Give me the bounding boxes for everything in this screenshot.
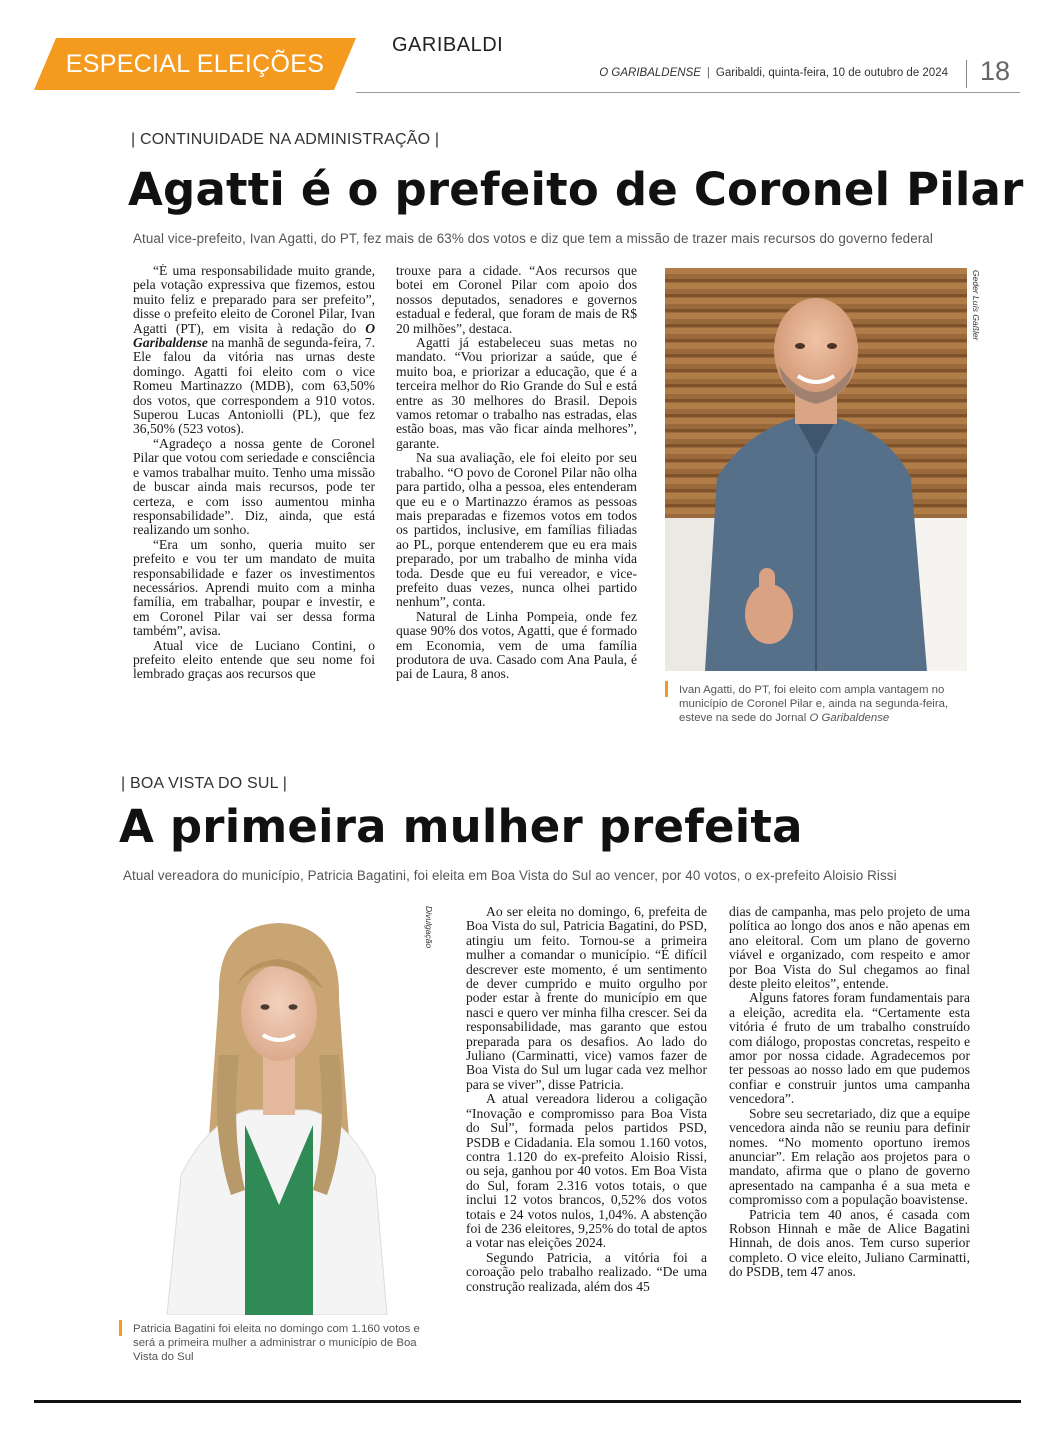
article1-col2-p3: Na sua avaliação, ele foi eleito por seu trabalho. “O povo de Coronel Pilar não olha para partido, olha a pessoa, eles entenderam que eu e o Martinazzo éramos as pessoas mais preparadas e fizemos votos em todos os partidos, inclusive, em famílias filiadas ao PL, porque entenderem que eu era mais preparado, por um trabalho de minha vida toda. Desde que eu fui vereador, e vice-prefeito duas vezes, nunca olhei partido nenhum”, conta.: [396, 450, 637, 610]
newspaper-name-inline: O Garibaldense: [133, 320, 375, 351]
article1-photo-credit: Geder Luís Gaßler: [971, 270, 981, 341]
article2-deck: Atual vereadora do município, Patricia Bagatini, foi eleita em Boa Vista do Sul ao vencer, por 40 votos, o ex-prefeito Aloisio Rissi: [123, 868, 897, 883]
newspaper-name: O GARIBALDENSE: [599, 67, 701, 79]
section-label: ESPECIAL ELEIÇÕES: [65, 49, 325, 78]
article2-col2-p3: Sobre seu secretariado, diz que a equipe vencedora ainda não se reuniu para definir nomes. “No momento oportuno iremos anunciar”. Em relação aos projetos para o mandato, afirma que o plano de governo apresentado na campanha é a sua meta e compromisso com a população boavistense.: [729, 1105, 970, 1208]
article1-col1-p1a: “É uma responsabilidade muito grande, pela votação expressiva que fizemos, estou muito feliz e preparado para ser prefeito”, disse o prefeito eleito de Coronel Pilar, Ivan Agatti (PT), em visita à redação do: [133, 264, 375, 336]
article1-column-1: [133, 264, 375, 750]
article2-caption-marker: [119, 1320, 122, 1336]
article1-col2-p1: trouxe para a cidade. “Aos recursos que botei em Coronel Pilar com apoio dos nossos deputados, senadores e governos estadual e federal, que foram de mais de R$ 20 milhões”, destaca.: [396, 264, 637, 336]
article2-column-1: [466, 905, 707, 1375]
article2-col1-p3: Segundo Patricia, a vitória foi a coroação pelo trabalho realizado. “De uma construção realizada, além dos 45: [466, 1249, 707, 1294]
article1-caption: [679, 683, 964, 725]
page-number: 18: [980, 56, 1011, 86]
article1-caption-text: Ivan Agatti, do PT, foi eleito com ampla vantagem no município de Coronel Pilar e, ainda na segunda-feira, esteve na sede do Jornal: [679, 684, 949, 724]
article2-headline: A primeira mulher prefeita: [119, 800, 803, 853]
article2-col2-p2: Alguns fatores foram fundamentais para a eleição, acredita ela. “Certamente esta vitória é fruto de um trabalho construído com diálogo, propostas concretas, respeito e amor por nossa cidade. Agradecemos por ter pessoas ao nosso lado em que pudemos confiar e construir juntos uma campanha vencedora”.: [729, 990, 970, 1107]
article1-col1-p2: “Agradeço a nossa gente de Coronel Pilar que votou com seriedade e consciência e vamos trabalhar muito. Tenho uma missão de buscar ainda mais recursos, pode ter certeza, e com isso aumentou minha responsabilidade”. Diz, ainda, que está realizando um sonho.: [133, 435, 375, 538]
article1-column-2: [396, 264, 637, 750]
dateline: Garibaldi, quinta-feira, 10 de outubro de 2024: [715, 67, 948, 79]
article1-headline: Agatti é o prefeito de Coronel Pilar: [128, 163, 1024, 216]
article1-kicker: | CONTINUIDADE NA ADMINISTRAÇÃO |: [131, 131, 440, 148]
page-bottom-rule: [34, 1400, 1021, 1403]
article1-caption-marker: [665, 681, 668, 697]
article2-col1-p2: A atual vereadora liderou a coligação “Inovação e compromisso para Boa Vista do Sul”, formada pelos partidos PSD, PSDB e Cidadania. Ela somou 1.160 votos, contra 1.120 do ex-prefeito Aloisio Rissi, ou seja, ganhou por 40 votos. Em Boa Vista do Sul, foram 2.316 votos totais, o que inclui 12 votos brancos, 0,52% dos votos totais e 24 votos nulos, 1,04%. A abstenção foi de 236 eleitores, 9,25% do total de aptos a votar nas eleições 2024.: [466, 1091, 707, 1251]
article2-column-2: [729, 905, 970, 1375]
ivan-agatti-photo-illustration: [665, 268, 967, 671]
article1-deck: Atual vice-prefeito, Ivan Agatti, do PT, fez mais de 63% dos votos e diz que tem a missão de trazer mais recursos do governo federal: [133, 231, 933, 246]
article2-caption: Patricia Bagatini foi eleita no domingo com 1.160 votos e será a primeira mulher a administrar o município de Boa Vista do Sul: [133, 1323, 420, 1363]
article1-col2-p4: Natural de Linha Pompeia, onde fez quase 90% dos votos, Agatti, que é formado em Economia, vem de uma família produtora de uva. Casado com Ana Paula, é pai de Laura, 8 anos.: [396, 608, 637, 682]
header-rule: [356, 92, 1020, 93]
article2-kicker: | BOA VISTA DO SUL |: [121, 775, 288, 792]
page-number-divider: [966, 60, 967, 88]
patricia-bagatini-photo-illustration: [119, 905, 432, 1315]
article2-col2-p4: Patricia tem 40 anos, é casada com Robson Hinnah e mãe de Alice Bagatini Hinnah, de dois anos. Tem curso superior completo. O vice eleito, Juliano Carminatti, do PSDB, tem 47 anos.: [729, 1206, 970, 1280]
article2-col2-p1: dias de campanha, mas pelo projeto de uma política ao longo dos anos e não apenas em ano eleitoral. Com um plano de governo viável e organizado, com respeito e amor por Boa Vista do Sul chegamos ao final deste pleito eleitos”, entende.: [729, 905, 970, 992]
header-separator: |: [706, 67, 710, 79]
article1-col2-p2: Agatti já estabeleceu suas metas no mandato. “Vou priorizar a saúde, que é muito boa, e priorizar a educação, que é a terceira melhor do Rio Grande do Sul e está entre as 30 melhores do Brasil. Depois vamos retomar o trabalho nas estradas, elas estão boas, mas vão ficar ainda melhores”, garante.: [396, 335, 637, 451]
article2-col1-p1: Ao ser eleita no domingo, 6, prefeita de Boa Vista do sul, Patricia Bagatini, do PSD, atingiu um feito. Tornou-se a primeira mulher a comandar o município. “É difícil descrever este momento, é um sentimento de dever cumprido e muito orgulho por poder estar à frente do município em que nasci e quero ver minha filha crescer. Sei da responsabilidade, mas garanto que estou preparada para os desafios. Ao lado do Juliano (Carminatti, vice) vamos fazer de Boa Vista do Sul um lugar cada vez melhor para se viver”, disse Patricia.: [466, 905, 707, 1092]
article1-col1-p3: “Era um sonho, queria muito ser prefeito e vou ter um mandato de muita responsabilidade e fazer os investimentos necessários. Aprendi muito com a minha família, em trabalhar, poupar e investir, e em Coronel Pilar vai ser dessa forma também”, avisa.: [133, 536, 375, 639]
ivan-agatti-photo: [665, 268, 967, 671]
city-label: GARIBALDI: [392, 34, 504, 56]
patricia-bagatini-photo: [119, 905, 432, 1315]
article1-caption-paper: O Garibaldense: [809, 712, 890, 724]
header-meta: [599, 67, 948, 79]
article1-col1-p1b: na manhã de segunda-feira, 7. Ele falou da vitória nas urnas deste domingo. Agatti foi eleito com o vice Romeu Martinazzo (MDB), com 63,50% dos votos, que correspondem a 910 votos. Superou Lucas Antoniolli (PL), que fez 36,50% (523 votos).: [133, 335, 375, 437]
article1-col1-p4: Atual vice de Luciano Contini, o prefeito eleito entende que seu nome foi lembrado graças aos recursos que: [133, 637, 375, 682]
article2-photo-credit: Divulgação: [424, 906, 434, 949]
